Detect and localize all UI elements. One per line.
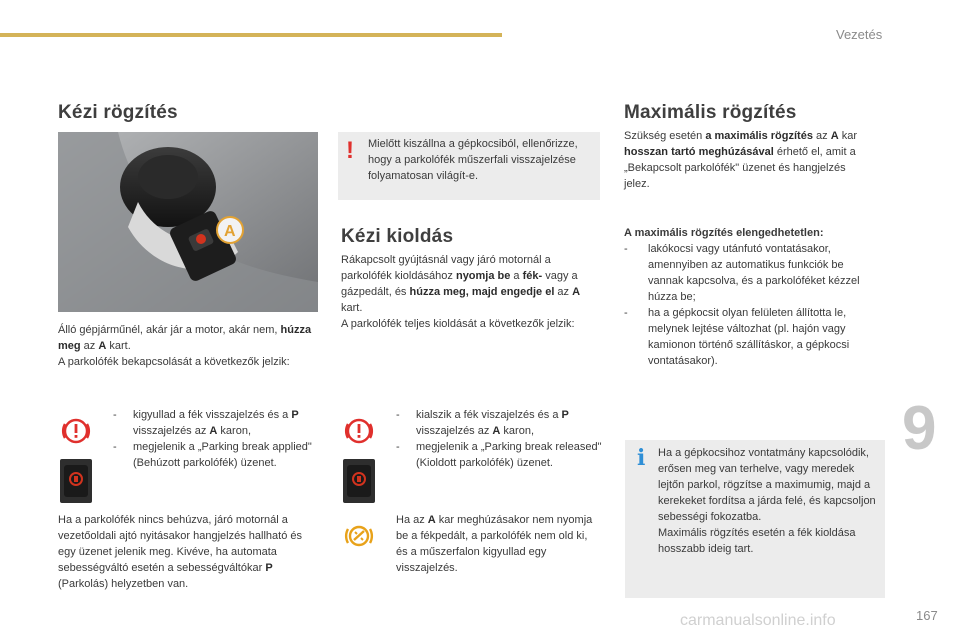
brake-warning-icon (60, 415, 92, 447)
page-number: 167 (916, 608, 938, 623)
left-intro: Álló gépjárműnél, akár jár a motor, akár nem, húzza meg az A kart. A parkolófék bekapcsolását a következők jelzik: (58, 324, 312, 368)
section-name: Vezetés (836, 27, 883, 42)
warning-box (338, 132, 600, 200)
left-bullet-list (113, 407, 318, 471)
right-bullet-1: - lakókocsi vagy utánfutó vontatásakor, amennyiben az automatikus funkciók be vannak kapcsolva, és a parkolóféket kézzel húzza be; (624, 241, 879, 305)
middle-bullet-2: - megjelenik a „Parking break released" (Kioldott parkolófék) üzenet. (396, 439, 606, 471)
parking-brake-photo (58, 132, 318, 312)
parking-brake-switch-icon (343, 459, 375, 503)
brake-fault-icon (343, 520, 375, 552)
right-subheading: A maximális rögzítés elengedhetetlen: (624, 227, 824, 239)
parking-brake-illustration (58, 132, 318, 312)
left-bullet-1: - kigyullad a fék visszajelzés és a P visszajelzés az A karon, (113, 407, 318, 439)
left-bullet-2: - megjelenik a „Parking break applied" (Behúzott parkolófék) üzenet. (113, 439, 318, 471)
middle-title: Kézi kioldás (341, 226, 454, 247)
photo-badge-letter: A (224, 223, 236, 240)
info-box (625, 440, 885, 598)
header-accent-bar (0, 33, 502, 37)
watermark: carmanualsonline.info (680, 612, 836, 629)
middle-intro: Rákapcsolt gyújtásnál vagy járó motornál a parkolófék kioldásához nyomja be a fék- vagy a gázpedált, és húzza meg, majd engedje el az A kart. A parkolófék teljes kioldását a következők jelzik: (341, 254, 581, 330)
right-bullet-list (624, 241, 879, 369)
left-title: Kézi rögzítés (58, 102, 178, 123)
right-title: Maximális rögzítés (624, 102, 797, 123)
warning-symbol: ! (346, 137, 354, 164)
right-bullet-2: - ha a gépkocsit olyan felületen állította le, melynek lejtése változhat (pl. hajón vagy kamionon történő szállításkor, a gépkocsi vontatásakor). (624, 305, 879, 369)
info-icon: i (637, 445, 646, 471)
middle-brake-pedal-note: Ha az A kar meghúzásakor nem nyomja be a fékpedált, a parkolófék nem old ki, és a műszerfalon kigyullad egy visszajelzés. (396, 514, 593, 574)
info-text: Ha a gépkocsihoz vontatmány kapcsolódik, erősen meg van terhelve, vagy meredek lejtőn parkol, rögzítse a maximumig, majd a kerekeket fordítsa a járda felé, és kapcsoljon sebességi fokozatba. Maximális rögzítés esetén a fék kioldása hosszabb ideig tart. (658, 447, 876, 555)
warning-text: Mielőtt kiszállna a gépkocsiból, ellenőrizze, hogy a parkolófék műszerfali visszajelzése folyamatosan világít-e. (368, 138, 578, 182)
middle-bullet-list (396, 407, 606, 471)
right-intro: Szükség esetén a maximális rögzítés az A kar hosszan tartó meghúzásával érhető el, amit a „Bekapcsolt parkolófék" üzenet és hangjelzés jelez. (624, 130, 857, 190)
middle-bullet-1: - kialszik a fék viszajelzés és a P visszajelzés az A karon, (396, 407, 606, 439)
brake-warning-icon (343, 415, 375, 447)
left-door-warning-text: Ha a parkolófék nincs behúzva, járó motornál a vezetőoldali ajtó nyitásakor hangjelzés hallható és egy üzenet jelenik meg. Kivéve, ha automata sebességváltó esetén a sebességváltókar P (Parkolás) helyzetben van. (58, 514, 302, 590)
chapter-number: 9 (902, 394, 937, 463)
parking-brake-switch-icon (60, 459, 92, 503)
